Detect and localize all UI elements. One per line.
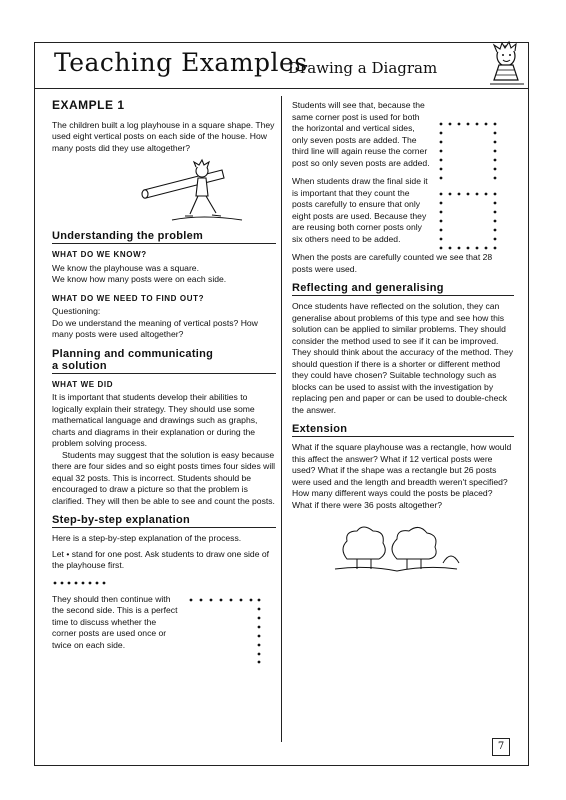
planning-paragraph-1: It is important that students develop their abilities to logically explain their strategy. They should use some mathematical language and drawings such as graphs, charts and diagrams in their explanation or during the problem solving process. — [52, 392, 258, 448]
mascot-illustration — [484, 40, 528, 86]
find-out-heading: WHAT DO WE NEED TO FIND OUT? — [52, 293, 205, 303]
example-heading: EXAMPLE 1 — [52, 98, 125, 112]
step-heading: Step-by-step explanation — [52, 514, 276, 528]
page-number: 7 — [492, 738, 510, 756]
reflecting-text: Once students have reflected on the solution, they can generalise about problems of this type and see how this solution can be applied to similar problems. They should consider the method used to see if it can be improved. They should think about the accuracy of the method. They should question if there is a shorter or different method they could have chosen? Suitable technology such as blocks can be used to assist with the investigation by replacing pen and paper or can be used to double-check the answer. — [292, 301, 514, 415]
header-rule — [34, 88, 529, 89]
right-paragraph-1: Students will see that, because the same corner post is used for both the horizontal and vertical sides, only seven posts are added. The third line will again reuse the corner post so only seven posts are added. — [292, 100, 430, 168]
know-line-2: We know how many posts were on each side. — [52, 274, 227, 284]
what-we-did-heading: WHAT WE DID — [52, 379, 114, 389]
right-column — [292, 100, 514, 579]
page-title: Teaching Examples — [54, 48, 308, 77]
understanding-heading: Understanding the problem — [52, 230, 276, 244]
dot-diagram-three-sides — [437, 120, 501, 184]
left-column — [52, 100, 276, 651]
know-line-1: We know the playhouse was a square. — [52, 262, 199, 273]
planning-heading-line-1: Planning and communicating — [52, 347, 214, 360]
reflecting-heading: Reflecting and generalising — [292, 282, 514, 296]
planning-heading-line-2: a solution — [52, 359, 107, 372]
extension-text: What if the square playhouse was a rectangle, how would this affect the answer? What if 12 vertical posts were used? What if the shape was a rectangle but 26 posts were used and the length and breadth weren't specified? How many different ways could the posts be placed? What if there were 36 posts altogether? — [292, 442, 512, 510]
intro-text: The children built a log playhouse in a square shape. They used eight vertical posts on each side of the house. How many posts did they use altogether? — [52, 119, 275, 153]
column-divider — [281, 96, 282, 742]
child-with-log-illustration — [52, 156, 276, 226]
planning-paragraph-2: Students may suggest that the solution is easy because there are four sides and so eight posts times four sides will equal 32 posts. This is incorrect. Students should be encouraged to draw a picture so that the problem is clarified. They will then be able to see and count the posts. — [52, 449, 276, 506]
step-line-2: Let • stand for one post. Ask students to draw one side of the playhouse first. — [52, 548, 270, 570]
dot-diagram-two-sides — [187, 596, 262, 666]
fence-illustration — [327, 519, 477, 579]
extension-heading: Extension — [292, 423, 514, 437]
page-subtitle: Drawing a Diagram — [288, 59, 438, 77]
find-out-text: Questioning: Do we understand the meaning of vertical posts? How many posts were used altogether? — [52, 306, 258, 339]
dot-diagram-four-sides — [437, 190, 501, 254]
step-line-3: They should then continue with the second side. This is a perfect time to discuss whether the corner posts are used once or twice on each side. — [52, 593, 178, 650]
right-paragraph-2: When students draw the final side it is important that they count the posts carefully to ensure that only eight posts are used. Because they are reusing both corner posts only six others need to be added. — [292, 176, 428, 244]
step-line-1: Here is a step-by-step explanation of the process. — [52, 533, 242, 543]
planning-heading — [52, 348, 276, 374]
what-we-know-heading: WHAT DO WE KNOW? — [52, 250, 147, 259]
dot-row-one-side — [52, 578, 112, 588]
right-paragraph-3: When the posts are carefully counted we see that 28 posts were used. — [292, 252, 493, 274]
